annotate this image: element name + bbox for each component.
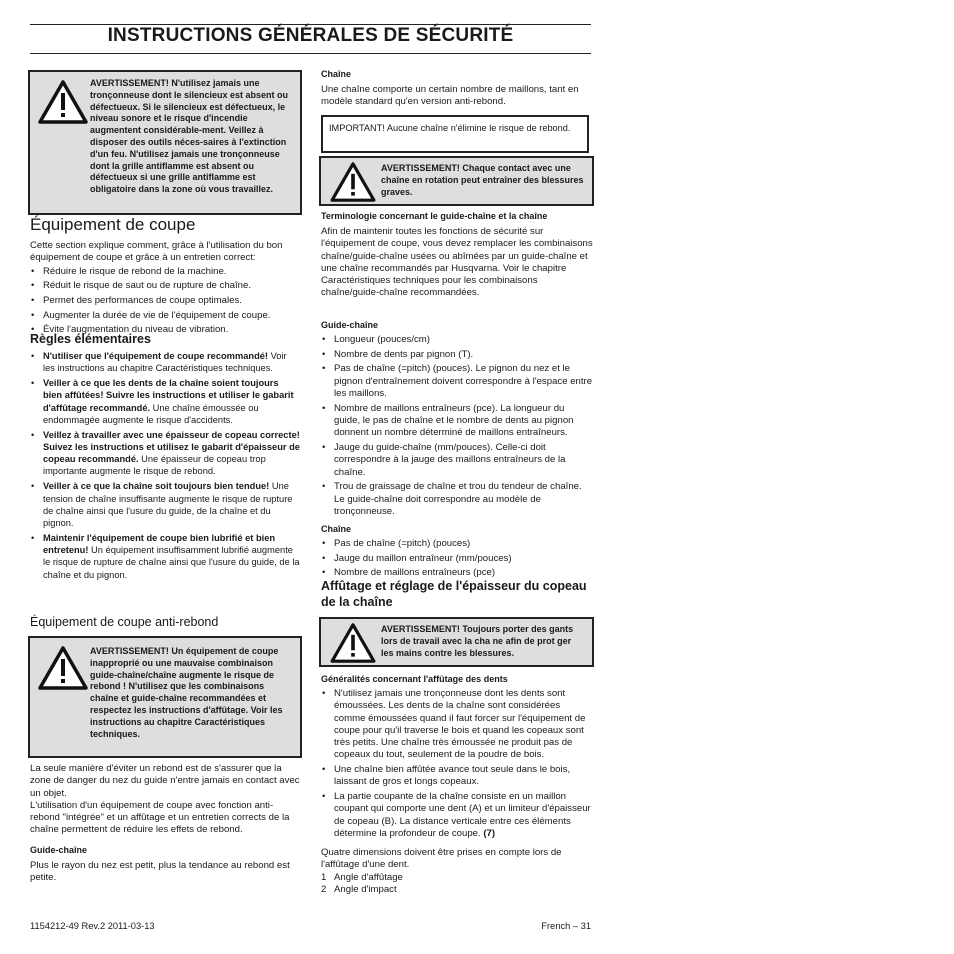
rule-text: Une chaîne émoussée ou endommagée augmente le risque d'accidents. [43, 402, 259, 425]
figure-reference: (7) [483, 828, 496, 840]
list-item: • Nombre de maillons entraîneurs (pce) [321, 567, 593, 579]
list-item [321, 791, 593, 840]
item-number: 1 [321, 872, 327, 883]
four-dimensions-text: Quatre dimensions doivent être prises en compte lors de l'affûtage d'une dent. [321, 847, 562, 871]
list-item: • Réduire le risque de rebond de la machine. [30, 266, 300, 278]
intro-block [30, 240, 300, 339]
warning-text: AVERTISSEMENT! Un équipement de coupe inapproprié ou une mauvaise combinaison guide-chaîne/chaîne augmente le risque de rebond ! N'utilisez que les combinaisons chaîne et guide-chaîne recommandées et respectez les instructions d'affûtage. Voir les instructions au chapitre Caractéristiques techniques. [90, 646, 283, 739]
page-title: INSTRUCTIONS GÉNÉRALES DE SÉCURITÉ [107, 25, 514, 46]
warning-text: AVERTISSEMENT! Chaque contact avec une chaîne en rotation peut entraîner des blessures graves. [381, 163, 584, 197]
rule-bold-text: N'utiliser que l'équipement de coupe recommandé! [43, 351, 269, 361]
section-title-cutting-equipment: Équipement de coupe [30, 215, 196, 234]
kickback-para-2: L'utilisation d'un équipement de coupe avec fonction anti-rebond "intégrée" et un affûtage et un entretien corrects de la chaîne permettent de réduire les effets de rebond. [30, 799, 290, 836]
list-item: • Évite l'augmentation du niveau de vibration. [30, 324, 300, 336]
general-list [321, 688, 593, 840]
rule-bold-text: Maintenir l'équipement de coupe bien lubrifié et bien entretenu! [43, 533, 276, 556]
list-item-text: N'utilisez jamais une tronçonneuse dont les dents sont émoussées. Les dents de la chaîne sont considérées comme émoussées quand il faut forcer sur l'équipement de coupe pour qu'il traverse le bois et quand les copeaux sont très petits. Une chaîne très émoussée ne produit pas de copeaux du tout, seulement de la poudre de bois. [334, 688, 586, 761]
list-item: • Jauge du guide-chaîne (mm/pouces). Celle-ci doit correspondre à la jauge des maillons entraîneurs de la chaîne. [321, 442, 593, 479]
list-item [30, 480, 300, 529]
warning-text: AVERTISSEMENT! N'utilisez jamais une tronçonneuse dont le silencieux est absent ou défectueux. Si le silencieux est défectueux, le niveau sonore et le risque d'incendie augmentent considérable-ment. Veillez à disposer des outils néces-saires à l'extinction d'un feu. N'utilisez jamais une tronçonneuse dont la grille antiflamme est absent ou défectueux si une grille antiflamme est obligatoire dans la zone où vous travaillez. [90, 78, 289, 195]
list-item [321, 688, 593, 762]
list-item-text: La partie coupante de la chaîne consiste en un maillon coupant qui comporte une dent (A) et un limiteur d'épaisseur de copeau (B). La distance verticale entre ces éléments détermine la profondeur de coupe. [334, 791, 591, 840]
intro-text: Cette section explique comment, grâce à l'utilisation du bon équipement de coupe et grâce à un entretien correct: [30, 240, 283, 264]
rules-title: Règles élémentaires [30, 332, 151, 346]
sharpening-general-block [321, 688, 593, 843]
list-item: • Nombre de maillons entraîneurs (pce). La longueur du guide, le pas de chaîne et le nombre de dents au pignon donnent un nombre déterminé de maillons entraîneurs. [321, 403, 593, 440]
sharpening-general-title: Généralités concernant l'affûtage des dents [321, 674, 508, 684]
numbered-item [321, 884, 593, 896]
list-item: • Trou de graissage de chaîne et trou du tendeur de chaîne. Le guide-chaîne doit correspondre au modèle de tronçonneuse. [321, 481, 593, 518]
antirebond-title: Équipement de coupe anti-rebond [30, 615, 219, 629]
numbered-item [321, 872, 593, 884]
rules-block [30, 350, 300, 584]
kickback-para-1: La seule manière d'éviter un rebond est de s'assurer que la zone de danger du nez du guide n'entre jamais en contact avec un objet. [30, 763, 300, 799]
list-item: • Jauge du maillon entraîneur (mm/pouces) [321, 553, 593, 565]
warning-triangle-icon [38, 646, 88, 690]
chain-title: Chaîne [321, 69, 352, 79]
header-bottom-rule [30, 53, 591, 54]
list-item [30, 429, 300, 478]
list-item [30, 532, 300, 581]
kickback-paragraphs [30, 763, 300, 837]
rule-bold-text: Veiller à ce que la chaîne soit toujours bien tendue! [43, 481, 270, 492]
warning-box-rotating-chain [319, 156, 594, 206]
rule-text: Un équipement insuffisamment lubrifié augmente le risque de rupture de chaîne ainsi que l'usure du guide, de la chaîne et du pignon. [43, 545, 300, 580]
item-number: 2 [321, 884, 327, 896]
list-item [321, 764, 593, 789]
terminology-title: Terminologie concernant le guide-chaîne et la chaîne [321, 211, 548, 221]
chain-specs-title: Chaîne [321, 524, 352, 534]
sharpening-title: Affûtage et réglage de l'épaisseur du copeau de la chaîne [321, 579, 587, 609]
important-box: IMPORTANT! Aucune chaîne n'élimine le risque de rebond. [321, 115, 589, 153]
footer-page-number: French – 31 [541, 921, 591, 931]
rule-text: Une épaisseur de copeau trop importante augmente le risque de rebond. [43, 454, 266, 477]
list-item: • Réduit le risque de saut ou de rupture de chaîne. [30, 280, 300, 292]
item-label: Angle d'impact [334, 884, 397, 896]
warning-text: AVERTISSEMENT! Toujours porter des gants lors de travail avec la cha ne afin de prot ger les mains contre les blessures. [381, 624, 574, 658]
warning-box-gloves [319, 617, 594, 667]
terminology-text: Afin de maintenir toutes les fonctions de sécurité sur l'équipement de coupe, vous devez remplacer les combinaisons chaîne/guide-chaîne usées ou abîmées par un guide-chaîne et une chaîne recommandés par Husqvarna. Voir le chapitre Caractéristiques techniques pour les combinaisons chaîne/guide-chaîne recommandées. [321, 226, 593, 299]
rule-text: Une tension de chaîne insuffisante augmente le risque de rupture de chaîne ainsi que l'usure du guide, de la chaîne et du pignon. [43, 481, 293, 529]
left-guide-text: Plus le rayon du nez est petit, plus la tendance au rebond est petite. [30, 860, 290, 884]
footer-doc-id: 1154212-49 Rev.2 2011-03-13 [30, 921, 155, 931]
item-label: Angle d'affûtage [334, 872, 403, 883]
warning-triangle-icon [330, 162, 376, 202]
list-item: • Longueur (pouces/cm) [321, 334, 593, 346]
warning-box-silencer [28, 70, 302, 215]
chain-specs-block [321, 538, 593, 582]
guide-list [321, 334, 593, 518]
list-item: • Permet des performances de coupe optimales. [30, 295, 300, 307]
warning-triangle-icon [330, 623, 376, 663]
warning-triangle-icon [38, 80, 88, 124]
rules-list [30, 350, 300, 581]
list-item [30, 377, 300, 426]
rule-text: Voir les instructions au chapitre Caractéristiques techniques. [43, 351, 287, 374]
list-item: • Augmenter la durée de vie de l'équipement de coupe. [30, 310, 300, 322]
intro-list [30, 266, 300, 337]
list-item: • Pas de chaîne (=pitch) (pouces) [321, 538, 593, 550]
rule-bold-text: Veiller à ce que les dents de la chaîne soient toujours bien affûtées! Suivre les instructions et utiliser le gabarit d'affûtage recommandé. [43, 378, 294, 413]
rule-bold-text: Veillez à travailler avec une épaisseur de copeau correcte! Suivez les instructions et utilisez le gabarit d'épaisseur de copeau recommandé. [43, 429, 300, 465]
left-guide-title: Guide-chaîne [30, 845, 88, 855]
guide-block [321, 334, 593, 521]
list-item: • Nombre de dents par pignon (T). [321, 349, 593, 361]
list-item [30, 350, 300, 374]
warning-box-kickback [28, 636, 302, 758]
list-item: • Pas de chaîne (=pitch) (pouces). Le pignon du nez et le pignon d'entraînement doivent correspondre à l'espace entre les maillons. [321, 363, 593, 400]
list-item-text: Une chaîne bien affûtée avance tout seule dans le bois, laissant de gros et longs copeaux. [334, 764, 571, 788]
guide-title: Guide-chaîne [321, 320, 379, 330]
chain-text: Une chaîne comporte un certain nombre de maillons, tant en modèle standard qu'en version anti-rebond. [321, 84, 579, 108]
numbered-list [321, 872, 593, 897]
chain-list [321, 538, 593, 580]
